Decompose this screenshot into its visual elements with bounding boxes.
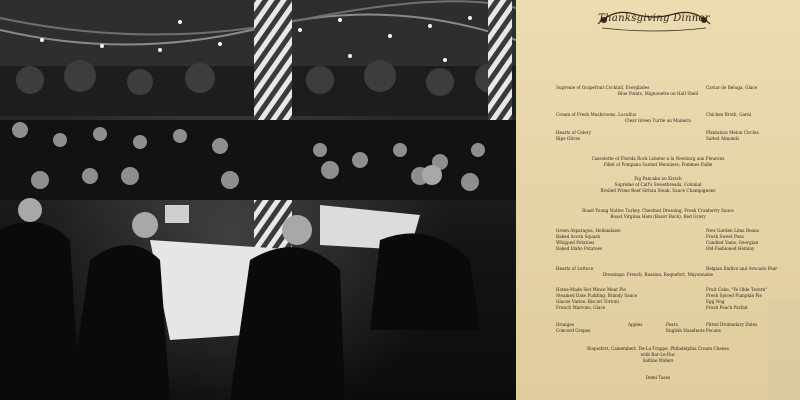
menu-section xyxy=(516,346,800,364)
menu-item: Clear Green Turtle au Madeira xyxy=(625,118,691,123)
menu-item: Apples xyxy=(628,322,643,327)
menu-item: Supreme of Grapefruit Cocktail, Everglades xyxy=(556,85,650,90)
menu-row xyxy=(516,188,800,194)
menu-item: Demi Tasse xyxy=(645,375,671,380)
menu-item: Steamed Date Pudding, Brandy Sauce xyxy=(556,293,638,298)
table-lamp xyxy=(165,205,189,223)
menu-row xyxy=(516,136,800,142)
menu-item: Concord Grapes xyxy=(556,328,591,333)
menu-item: Caviar de Beluga, Glace xyxy=(706,85,758,90)
menu-title: Thanksgiving Dinner xyxy=(598,13,710,24)
menu-item: Fruit Cake, "Ye Olde Tavern" xyxy=(706,287,768,292)
menu-item: Roast Young Native Turkey, Chestnut Dressing, Fresh Cranberry Sauce xyxy=(582,208,734,213)
menu-section xyxy=(516,322,800,334)
menu-section xyxy=(516,156,800,168)
menu-header xyxy=(594,4,714,38)
menu-item: Roquefort, Camembert, De-La-Trappe, Philadelphia Cream Cheese xyxy=(587,346,729,351)
menu-item: Belgian Endive and Avocado Pear xyxy=(706,266,778,271)
page-edge xyxy=(768,300,800,400)
menu-item: Baked Acorn Squash xyxy=(556,234,601,239)
menu-item: Baked Idaho Potatoes xyxy=(556,246,603,251)
menu-row xyxy=(516,162,800,168)
menu-row xyxy=(516,272,800,278)
menu-item: Cassolette of Florida Rock Lobster a la Newburg aux Fleurons xyxy=(591,156,725,161)
menu-item: Pitted Dromedary Dates xyxy=(706,322,758,327)
menu-row xyxy=(516,91,800,97)
menu-row xyxy=(516,246,800,252)
menu-item: Plantation Melon Circles xyxy=(706,130,759,135)
menu-section xyxy=(516,266,800,278)
menu-item: Salted Almonds xyxy=(706,136,740,141)
menu-item: French Marrons, Glace xyxy=(556,305,606,310)
menu-section xyxy=(516,112,800,124)
menu-row xyxy=(516,358,800,364)
menu-item: Cream of Fresh Mushrooms, Lucullus xyxy=(556,112,637,117)
menu-item: Dressings: French, Russian, Roquefort, Mayonnaise xyxy=(602,272,714,277)
menu-row xyxy=(516,328,800,334)
menu-item: New Garden Lima Beans xyxy=(706,228,759,233)
menu-item: Broiled Prime Beef Sirloin Steak, Sauce Champignons xyxy=(600,188,716,193)
menu-item: Pecans xyxy=(706,328,721,333)
menu-item: Roast Virginia Ham (Razor Back), Red Gravy xyxy=(610,214,706,219)
menu-item: Chicken Broth, Garni xyxy=(706,112,752,117)
menu-item: Fresh Peach Parfait xyxy=(706,305,748,310)
menu-section xyxy=(516,85,800,97)
menu-item: Glacee Varies: Biscuit Tortoni xyxy=(556,299,619,304)
menu-row xyxy=(516,118,800,124)
menu-item: English Hazelnuts xyxy=(666,328,705,333)
menu-row xyxy=(516,305,800,311)
menu-item: Hearts of Celery xyxy=(556,130,592,135)
menu-item: Pears xyxy=(666,322,678,327)
menu-item: Fresh Sweet Peas xyxy=(706,234,744,239)
menu-row xyxy=(516,214,800,220)
menu-section xyxy=(516,375,800,381)
menu-section xyxy=(516,208,800,220)
menu-item: Blue Points, Mignonette on Half Shell xyxy=(617,91,699,96)
menu-section xyxy=(516,287,800,311)
thanksgiving-menu xyxy=(516,0,800,400)
menu-item: Fresh Spiced Pumpkin Pie xyxy=(706,293,762,298)
menu-row xyxy=(516,375,800,381)
menu-item: Fillet of Pompano Sauted Meuniere, Pommes Paille xyxy=(603,162,713,167)
menu-item: Saltine Wafers xyxy=(642,358,674,363)
menu-item: Green Asparagus, Hollandaise xyxy=(556,228,621,233)
menu-item: Supreme of Calf's Sweetbreads, Colonial xyxy=(614,182,702,187)
menu-item: Oranges xyxy=(556,322,574,327)
menu-item: Egg Nog xyxy=(706,299,725,304)
menu-item: Fig Pancake au Kirsch xyxy=(634,176,682,181)
menu-section xyxy=(516,176,800,194)
menu-item: Candied Yams, Georgian xyxy=(706,240,759,245)
menu-item: Ripe Olives xyxy=(556,136,581,141)
menu-item: Hearts of Lettuce xyxy=(556,266,594,271)
menu-section xyxy=(516,228,800,252)
menu-section xyxy=(516,130,800,142)
menu-item: Whipped Potatoes xyxy=(556,240,595,245)
menu-item: Old-Fashioned Hominy xyxy=(706,246,755,251)
menu-item: with Bar-Le-Duc xyxy=(640,352,676,357)
menu-item: Home-Made Hot Mince Meat Pie xyxy=(556,287,626,292)
